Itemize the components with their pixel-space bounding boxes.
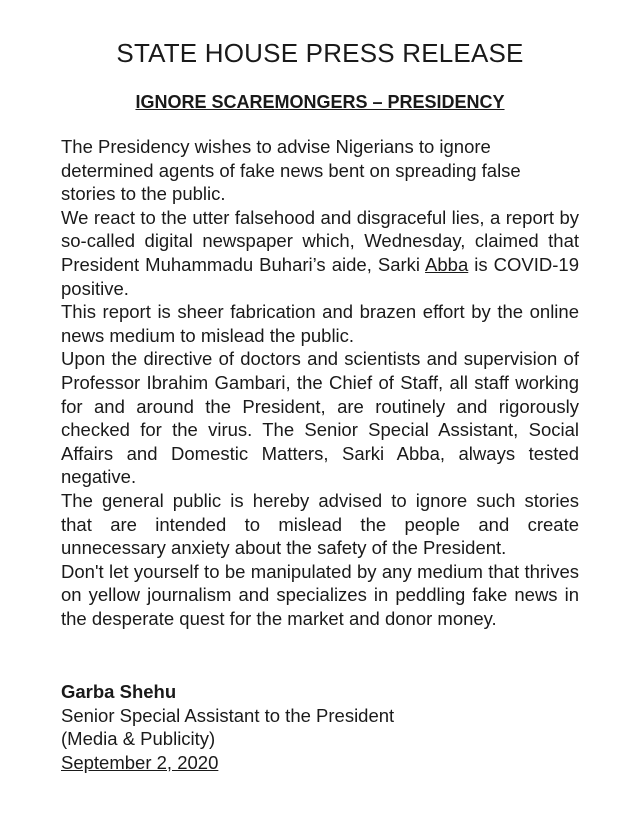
paragraph-advisory: The general public is hereby advised to ignore such stories that are intended to mislead the people and create unnecessary anxiety about the safety of the President. <box>61 489 579 559</box>
signatory-role: Senior Special Assistant to the President <box>61 704 395 726</box>
release-date: September 2, 2020 <box>61 751 219 773</box>
underlined-name-abba: Abba <box>425 253 469 275</box>
document-body <box>61 135 579 630</box>
paragraph-report-text-start: We react to the utter falsehood and disgraceful lies, a report by so-called digital newspaper which, Wednesday, claimed that President Muhammadu Buhari’s aide, Sarki <box>61 206 579 275</box>
signatory-department: (Media & Publicity) <box>61 728 216 750</box>
paragraph-report-text-end: is COVID-19 positive. <box>61 253 579 299</box>
paragraph-report <box>61 206 579 300</box>
document-subtitle: IGNORE SCAREMONGERS – PRESIDENCY <box>135 92 505 112</box>
paragraph-warning: Don't let yourself to be manipulated by any medium that thrives on yellow journalism and specializes in peddling fake news in the desperate quest for the market and donor money. <box>61 560 579 629</box>
signature-block <box>61 680 579 774</box>
document-title: STATE HOUSE PRESS RELEASE <box>116 38 524 68</box>
paragraph-intro: The Presidency wishes to advise Nigerians to ignore determined agents of fake news bent on spreading false stories to the public. <box>61 136 521 205</box>
signatory-name: Garba Shehu <box>61 681 177 702</box>
paragraph-fabrication: This report is sheer fabrication and brazen effort by the online news medium to mislead the public. <box>61 301 579 346</box>
paragraph-testing: Upon the directive of doctors and scientists and supervision of Professor Ibrahim Gambari, the Chief of Staff, all staff working for and around the President, are routinely and rigorously checked for the virus. The Senior Special Assistant, Social Affairs and Domestic Matters, Sarki Abba, always tested negative. <box>61 348 579 488</box>
